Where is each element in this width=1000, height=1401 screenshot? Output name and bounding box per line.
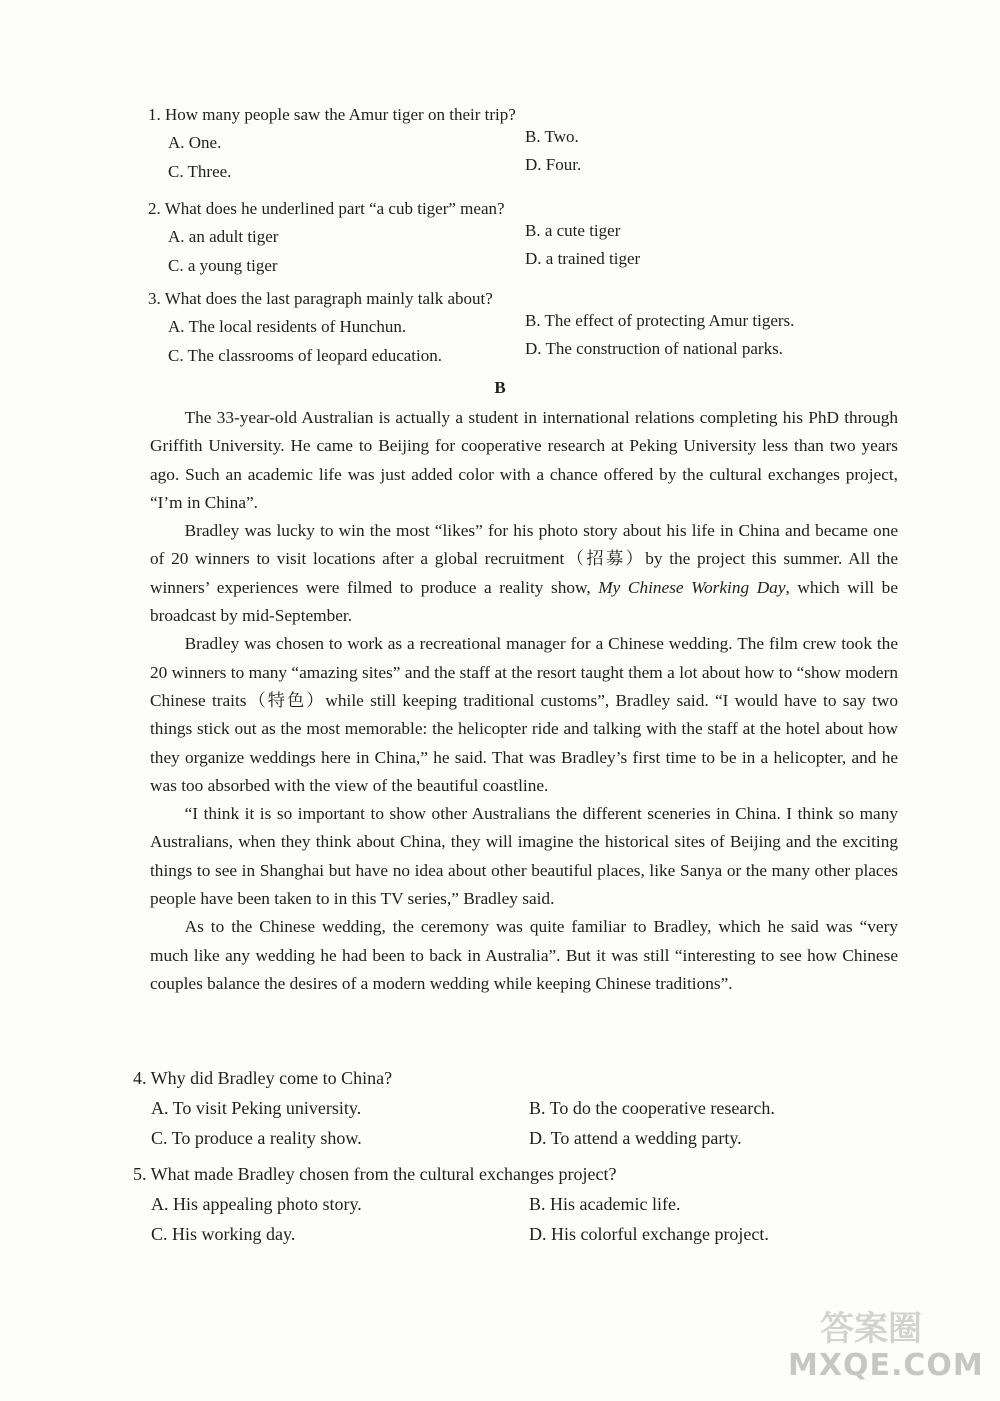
question-5 <box>133 1162 913 1250</box>
question-stem: 2. What does he underlined part “a cub tiger” mean? <box>148 199 505 218</box>
question-stem: 4. Why did Bradley come to China? <box>133 1068 393 1088</box>
question-stem: 5. What made Bradley chosen from the cultural exchanges project? <box>133 1164 617 1184</box>
option-list <box>148 220 908 280</box>
passage-paragraph <box>150 517 898 630</box>
option-a: A. One. <box>168 133 222 152</box>
passage-paragraph: As to the Chinese wedding, the ceremony was quite familiar to Bradley, which he said was “very much like any wedding he had been to back in Australia”. But it was still “interesting to see how Chinese couples balance the desires of a modern wedding while keeping Chinese traditions”. <box>150 917 898 993</box>
reading-passage <box>150 404 898 998</box>
option-c: C. The classrooms of leopard education. <box>168 346 442 365</box>
option-list <box>148 310 908 370</box>
option-d: D. His colorful exchange project. <box>529 1224 769 1244</box>
option-c: C. His working day. <box>151 1224 296 1244</box>
watermark-logo: 答案圈 <box>820 1309 922 1349</box>
option-list <box>133 1090 913 1154</box>
option-c: C. a young tiger <box>168 256 278 275</box>
option-b: B. a cute tiger <box>525 221 621 240</box>
passage-paragraph: Bradley was chosen to work as a recreational manager for a Chinese wedding. The film crew took the 20 winners to many “amazing sites” and the staff at the resort taught them a lot about how to “show modern Chinese traits（特色）while still keeping traditional customs”, Bradley said. “I would have to say two things stick out as the most memorable: the helicopter ride and talking with the staff at the hotel about how they organize weddings here in China,” he said. That was Bradley’s first time to be in a helicopter, and he was too absorbed with the view of the beautiful coastline. <box>150 634 898 795</box>
option-list <box>148 126 908 186</box>
option-b: B. Two. <box>525 127 579 146</box>
section-title: B <box>494 378 506 397</box>
passage-paragraph: The 33-year-old Australian is actually a student in international relations completing his PhD through Griffith University. He came to Beijing for cooperative research at Peking University less than two years ago. Such an academic life was just added color with a chance offered by the cultural exchanges project, “I’m in China”. <box>150 408 898 512</box>
watermark-site: MXQE.COM <box>788 1348 984 1383</box>
paragraph-text: , which will be broadcast by mid-September. <box>150 577 898 626</box>
option-d: D. Four. <box>525 155 582 174</box>
option-d: D. To attend a wedding party. <box>529 1128 742 1148</box>
option-c: C. To produce a reality show. <box>151 1128 362 1148</box>
question-3 <box>148 288 908 370</box>
option-c: C. Three. <box>168 162 232 181</box>
passage-paragraph: “I think it is so important to show other Australians the different sceneries in China. I think so many Australians, when they think about China, they will imagine the historical sites of Beijing and the exciting things to see in Shanghai but have no idea about other beautiful places, like Sanya or the many other places people have been taken to in this TV series,” Bradley said. <box>150 804 898 909</box>
question-stem: 3. What does the last paragraph mainly talk about? <box>148 289 493 308</box>
question-1 <box>148 104 908 186</box>
question-4 <box>133 1066 913 1154</box>
option-b: B. The effect of protecting Amur tigers. <box>525 311 795 330</box>
option-b: B. To do the cooperative research. <box>529 1098 775 1118</box>
option-d: D. a trained tiger <box>525 249 641 268</box>
option-a: A. an adult tiger <box>168 227 279 246</box>
question-2 <box>148 198 908 280</box>
option-a: A. To visit Peking university. <box>151 1098 362 1118</box>
option-a: A. The local residents of Hunchun. <box>168 317 407 336</box>
option-list <box>133 1186 913 1250</box>
question-stem: 1. How many people saw the Amur tiger on their trip? <box>148 105 516 124</box>
site-watermark <box>780 1297 984 1387</box>
show-title: My Chinese Working Day <box>598 577 786 597</box>
paragraph-text: Bradley was lucky to win the most “likes” for his photo story about his life in China and became one of 20 winners to visit locations after a global recruitment（招募）by the project this summer. All the winners’ experiences were filmed to produce a reality show, <box>150 521 898 597</box>
option-a: A. His appealing photo story. <box>151 1194 362 1214</box>
option-b: B. His academic life. <box>529 1194 681 1214</box>
option-d: D. The construction of national parks. <box>525 339 783 358</box>
